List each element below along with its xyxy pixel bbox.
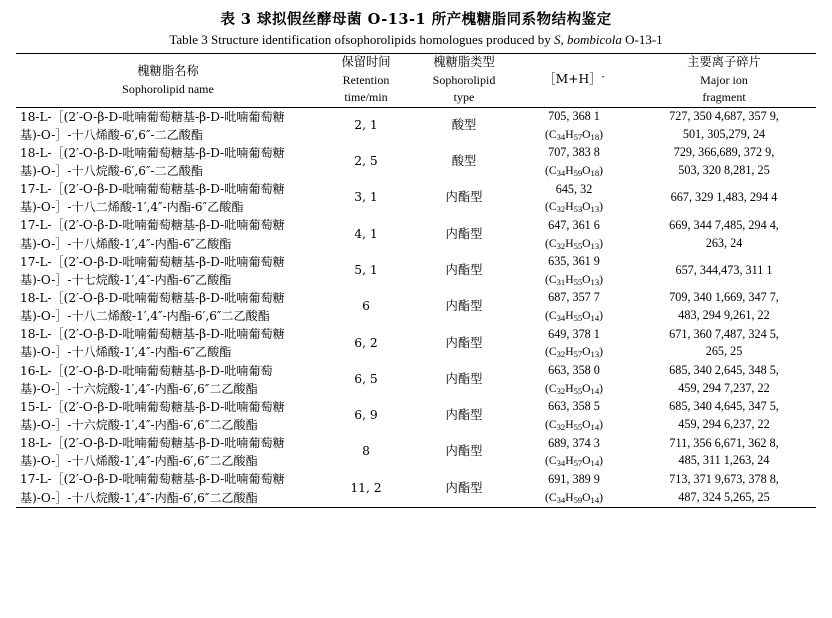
name-line-1: 18-L-［(2′-O-β-D-吡喃葡萄糖基-β-D-吡喃葡萄糖 bbox=[20, 291, 285, 306]
fragment-line-2: 483, 294 9,261, 22 bbox=[678, 308, 770, 323]
cell-sophorolipid-type: 内酯型 bbox=[445, 190, 483, 205]
column-header-name bbox=[16, 54, 320, 107]
name-line-2: 基)-O-］-十八烯酸-1′,4″-内酯-6″乙酸酯 bbox=[20, 236, 232, 251]
cell-major-ion-fragment bbox=[632, 216, 816, 252]
cell-mh-value bbox=[516, 144, 632, 180]
cell-retention-time: 8 bbox=[362, 444, 370, 459]
cell-mh-value bbox=[516, 108, 632, 144]
cell-retention-time: 6, 2 bbox=[354, 335, 378, 350]
fragment-line-2: 459, 294 6,237, 22 bbox=[678, 417, 770, 431]
mh-formula: $(C_{32}H_{55}O_{13})$ bbox=[545, 236, 603, 251]
column-header-type bbox=[412, 54, 516, 107]
cell-mh-value bbox=[516, 216, 632, 252]
table-title-english bbox=[16, 32, 816, 48]
fragment-line-1: 667, 329 1,483, 294 4 bbox=[670, 190, 778, 205]
name-line-2: 基)-O-］-十八烷酸-6′,6″-二乙酸酯 bbox=[20, 164, 203, 179]
header-en: Sophorolipid bbox=[432, 72, 496, 87]
table-row bbox=[16, 216, 816, 252]
header-en: Retention bbox=[342, 72, 390, 87]
fragment-line-1: 729, 366,689, 372 9, bbox=[673, 145, 775, 160]
name-line-1: 17-L-［(2′-O-β-D-吡喃葡萄糖基-β-D-吡喃葡萄糖 bbox=[20, 472, 285, 487]
cell-major-ion-fragment bbox=[632, 398, 816, 434]
cell-sophorolipid-name bbox=[16, 180, 320, 216]
table-row bbox=[16, 398, 816, 434]
header-cn: 保留时间 bbox=[341, 55, 391, 69]
header-en: Major ion bbox=[700, 72, 748, 87]
name-line-1: 17-L-［(2′-O-β-D-吡喃葡萄糖基-β-D-吡喃葡萄糖 bbox=[20, 218, 285, 233]
cell-retention-time: 2, 1 bbox=[354, 117, 378, 132]
name-line-1: 17-L-［(2′-O-β-D-吡喃葡萄糖基-β-D-吡喃葡萄糖 bbox=[20, 254, 285, 269]
mh-formula: $(C_{34}H_{59}O_{14})$ bbox=[545, 490, 603, 505]
name-line-2: 基)-O-］-十八烯酸-6′,6″-二乙酸酯 bbox=[20, 127, 203, 142]
header-cn: 主要离子碎片 bbox=[687, 55, 761, 69]
fragment-line-2: 265, 25 bbox=[705, 344, 743, 359]
mh-formula: $(C_{34}H_{57}O_{14})$ bbox=[545, 454, 603, 469]
cell-sophorolipid-name bbox=[16, 470, 320, 507]
mh-formula: $(C_{32}H_{55}O_{14})$ bbox=[545, 381, 603, 396]
name-line-2: 基)-O-］-十八二烯酸-1′,4″-内酯-6′,6″二乙酸酯 bbox=[20, 309, 270, 324]
cell-major-ion-fragment bbox=[632, 108, 816, 144]
table-bottom-rule bbox=[16, 507, 816, 508]
cell-retention-time: 11, 2 bbox=[350, 480, 382, 495]
mh-formula: $(C_{32}H_{57}O_{13})$ bbox=[545, 345, 603, 360]
mh-mass: 687, 357 7 bbox=[548, 290, 600, 305]
name-line-1: 15-L-［(2′-O-β-D-吡喃葡萄糖基-β-D-吡喃葡萄糖 bbox=[20, 399, 285, 414]
header-en: Sophorolipid name bbox=[122, 81, 214, 96]
cell-mh-value bbox=[516, 325, 632, 361]
mh-mass: 663, 358 5 bbox=[548, 399, 600, 414]
mh-mass: 649, 378 1 bbox=[548, 326, 600, 341]
mh-mass: 689, 374 3 bbox=[548, 435, 600, 450]
table-row bbox=[16, 434, 816, 470]
mh-formula: $(C_{34}H_{55}O_{14})$ bbox=[545, 309, 603, 323]
fragment-line-2: 487, 324 5,265, 25 bbox=[678, 489, 770, 504]
fragment-line-2: 459, 294 7,237, 22 bbox=[678, 380, 770, 395]
cell-mh-value bbox=[516, 362, 632, 398]
fragment-line-1: 657, 344,473, 311 1 bbox=[675, 263, 773, 278]
name-line-2: 基)-O-］-十七烷酸-1′,4″-内酯-6″乙酸酯 bbox=[20, 272, 232, 287]
table-row bbox=[16, 289, 816, 325]
mh-formula: $(C_{32}H_{55}O_{14})$ bbox=[545, 417, 603, 432]
name-line-2: 基)-O-］-十八烯酸-1′,4″-内酯-6′,6″二乙酸酯 bbox=[20, 454, 258, 469]
cell-sophorolipid-type: 内酯型 bbox=[445, 299, 483, 314]
cell-major-ion-fragment bbox=[632, 434, 816, 470]
cell-major-ion-fragment bbox=[632, 325, 816, 361]
name-line-2: 基)-O-］-十八二烯酸-1′,4″-内酯-6″乙酸酯 bbox=[20, 200, 244, 215]
cell-mh-value bbox=[516, 180, 632, 216]
cell-retention-time: 6 bbox=[362, 299, 370, 314]
name-line-1: 18-L-［(2′-O-β-D-吡喃葡萄糖基-β-D-吡喃葡萄糖 bbox=[20, 436, 285, 451]
mh-formula: $(C_{34}H_{57}O_{18})$ bbox=[545, 127, 603, 142]
mh-formula: $(C_{34}H_{59}O_{18})$ bbox=[545, 163, 603, 178]
header-cn: 槐糖脂类型 bbox=[433, 55, 495, 69]
mh-mass: 663, 358 0 bbox=[548, 362, 600, 377]
table-header-row bbox=[16, 54, 816, 107]
name-line-1: 16-L-［(2′-O-β-D-吡喃葡萄糖基-β-D-吡喃葡萄 bbox=[20, 363, 273, 378]
cell-major-ion-fragment bbox=[632, 180, 816, 216]
name-line-1: 18-L-［(2′-O-β-D-吡喃葡萄糖基-β-D-吡喃葡萄糖 bbox=[20, 109, 285, 124]
cell-mh-value bbox=[516, 398, 632, 434]
cell-mh-value bbox=[516, 289, 632, 325]
cell-sophorolipid-name bbox=[16, 398, 320, 434]
cell-sophorolipid-type: 内酯型 bbox=[445, 408, 483, 423]
table-row bbox=[16, 253, 816, 289]
cell-sophorolipid-type: 内酯型 bbox=[445, 226, 483, 241]
table-row bbox=[16, 325, 816, 361]
cell-sophorolipid-type: 酸型 bbox=[451, 117, 477, 132]
mh-mass: 647, 361 6 bbox=[548, 217, 600, 232]
title-en-prefix: Table 3 Structure identification ofsophorolipids homologues produced by bbox=[169, 32, 554, 47]
fragment-line-1: 669, 344 7,485, 294 4, bbox=[669, 217, 779, 232]
mh-mass: 645, 32 bbox=[555, 181, 593, 196]
cell-major-ion-fragment bbox=[632, 362, 816, 398]
cell-major-ion-fragment bbox=[632, 470, 816, 507]
header-en-2: type bbox=[453, 90, 475, 105]
cell-sophorolipid-type: 酸型 bbox=[451, 154, 477, 169]
table-row bbox=[16, 470, 816, 507]
cell-mh-value bbox=[516, 470, 632, 507]
column-header-mh bbox=[516, 54, 632, 107]
cell-sophorolipid-name bbox=[16, 108, 320, 144]
column-header-retention-time bbox=[320, 54, 412, 107]
header-superscript: - bbox=[601, 72, 605, 83]
cell-sophorolipid-type: 内酯型 bbox=[445, 444, 483, 459]
cell-retention-time: 4, 1 bbox=[354, 226, 378, 241]
cell-sophorolipid-type: 内酯型 bbox=[445, 262, 483, 277]
cell-retention-time: 3, 1 bbox=[354, 190, 378, 205]
cell-sophorolipid-name bbox=[16, 216, 320, 252]
cell-mh-value bbox=[516, 434, 632, 470]
cell-sophorolipid-name bbox=[16, 362, 320, 398]
table-body bbox=[16, 108, 816, 508]
cell-major-ion-fragment bbox=[632, 253, 816, 289]
name-line-1: 17-L-［(2′-O-β-D-吡喃葡萄糖基-β-D-吡喃葡萄糖 bbox=[20, 182, 285, 197]
cell-major-ion-fragment bbox=[632, 289, 816, 325]
cell-sophorolipid-name bbox=[16, 144, 320, 180]
cell-sophorolipid-name bbox=[16, 289, 320, 325]
mh-formula: $(C_{31}H_{55}O_{13})$ bbox=[545, 272, 603, 287]
title-en-suffix: O-13-1 bbox=[621, 32, 663, 47]
cell-retention-time: 6, 5 bbox=[354, 371, 378, 386]
name-line-2: 基)-O-］-十六烷酸-1′,4″-内酯-6′,6″二乙酸酯 bbox=[20, 418, 258, 432]
cell-sophorolipid-name bbox=[16, 325, 320, 361]
header-cn: 槐糖脂名称 bbox=[137, 63, 199, 78]
cell-retention-time: 2, 5 bbox=[354, 154, 378, 169]
cell-sophorolipid-type: 内酯型 bbox=[445, 480, 483, 495]
fragment-line-1: 709, 340 1,669, 347 7, bbox=[669, 290, 779, 305]
fragment-line-1: 685, 340 4,645, 347 5, bbox=[669, 399, 779, 414]
fragment-line-1: 727, 350 4,687, 357 9, bbox=[669, 109, 779, 124]
header-en-2: fragment bbox=[702, 90, 746, 105]
cell-retention-time: 5, 1 bbox=[354, 262, 378, 277]
cell-sophorolipid-name bbox=[16, 253, 320, 289]
cell-retention-time: 6, 9 bbox=[354, 408, 378, 423]
table-row bbox=[16, 180, 816, 216]
cell-major-ion-fragment bbox=[632, 144, 816, 180]
fragment-line-1: 713, 371 9,673, 378 8, bbox=[669, 471, 779, 486]
mh-mass: 635, 361 9 bbox=[548, 254, 600, 269]
header-en-2: time/min bbox=[344, 90, 388, 105]
sophorolipid-table bbox=[16, 53, 816, 508]
title-en-species: S, bombicola bbox=[554, 32, 622, 47]
cell-mh-value bbox=[516, 253, 632, 289]
mh-mass: 707, 383 8 bbox=[548, 145, 600, 160]
cell-sophorolipid-name bbox=[16, 434, 320, 470]
name-line-2: 基)-O-］-十六烷酸-1′,4″-内酯-6′,6″二乙酸酯 bbox=[20, 381, 258, 396]
fragment-line-2: 501, 305,279, 24 bbox=[682, 126, 766, 141]
table-row bbox=[16, 362, 816, 398]
cell-sophorolipid-type: 内酯型 bbox=[445, 371, 483, 386]
fragment-line-1: 671, 360 7,487, 324 5, bbox=[669, 326, 779, 341]
fragment-line-2: 263, 24 bbox=[705, 235, 743, 250]
mh-mass: 705, 368 1 bbox=[548, 109, 600, 123]
fragment-line-2: 503, 320 8,281, 25 bbox=[678, 163, 770, 178]
cell-sophorolipid-type: 内酯型 bbox=[445, 335, 483, 350]
fragment-line-1: 711, 356 6,671, 362 8, bbox=[669, 435, 779, 450]
table-title-chinese: 表 3 球拟假丝酵母菌 O-13-1 所产槐糖脂同系物结构鉴定 bbox=[220, 11, 612, 28]
table-row bbox=[16, 108, 816, 144]
name-line-2: 基)-O-］-十八烯酸-1′,4″-内酯-6″乙酸酯 bbox=[20, 345, 232, 360]
header-cn: ［M+H］- bbox=[543, 72, 605, 87]
mh-mass: 691, 389 9 bbox=[548, 471, 600, 486]
table-row bbox=[16, 144, 816, 180]
name-line-1: 18-L-［(2′-O-β-D-吡喃葡萄糖基-β-D-吡喃葡萄糖 bbox=[20, 145, 285, 160]
fragment-line-2: 485, 311 1,263, 24 bbox=[678, 453, 770, 468]
name-line-1: 18-L-［(2′-O-β-D-吡喃葡萄糖基-β-D-吡喃葡萄糖 bbox=[20, 327, 285, 342]
name-line-2: 基)-O-］-十八烷酸-1′,4″-内酯-6′,6″二乙酸酯 bbox=[20, 490, 258, 505]
mh-formula: $(C_{32}H_{53}O_{13})$ bbox=[545, 200, 603, 215]
column-header-fragment bbox=[632, 54, 816, 107]
fragment-line-1: 685, 340 2,645, 348 5, bbox=[669, 363, 779, 378]
